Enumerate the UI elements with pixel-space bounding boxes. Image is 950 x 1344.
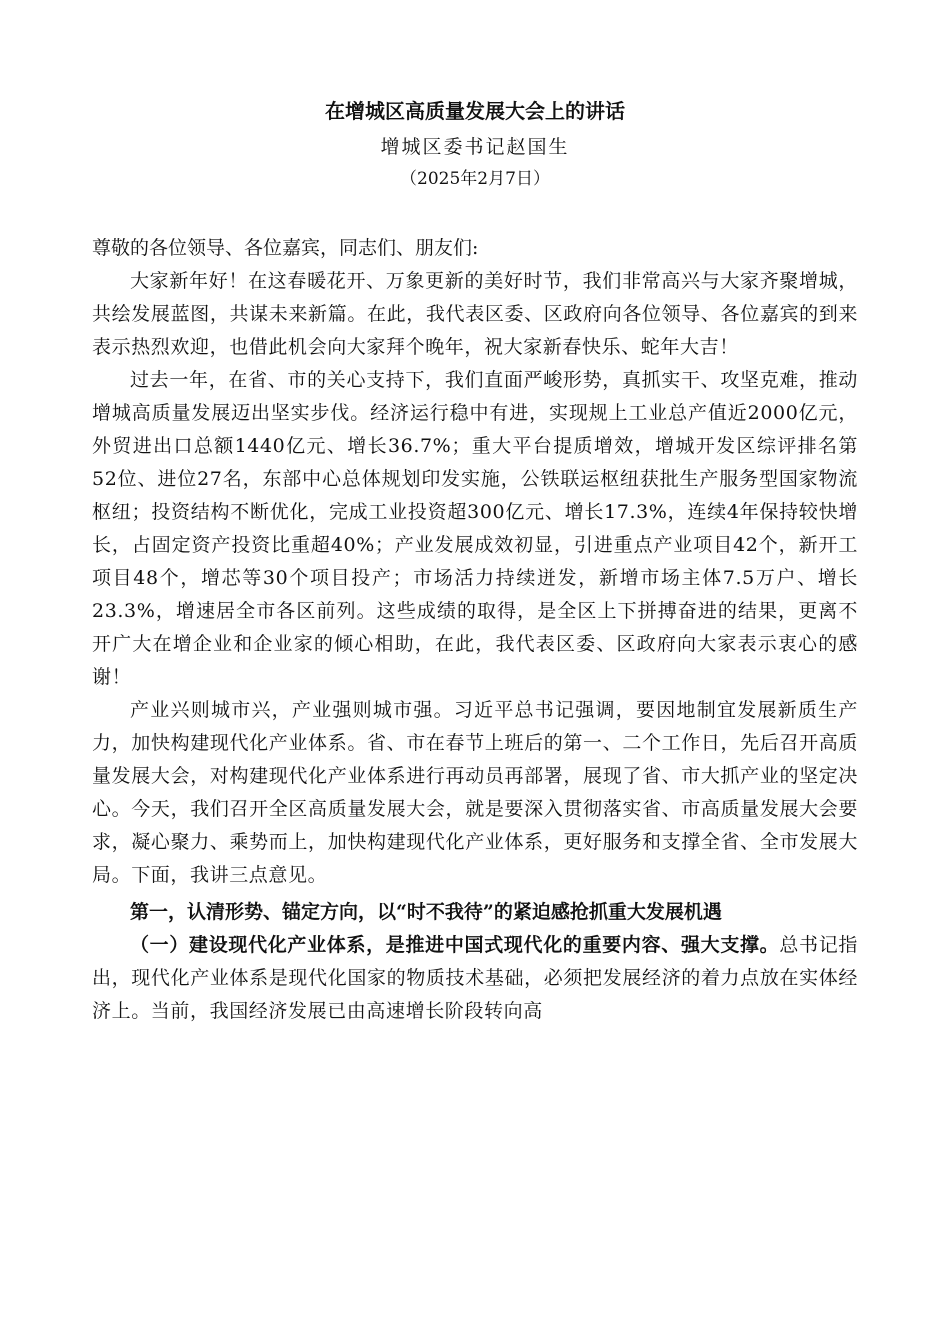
paragraph-review: 过去一年，在省、市的关心支持下，我们直面严峻形势，真抓实干、攻坚克难，推动增城高质量发展迈出坚实步伐。经济运行稳中有进，实现规上工业总产值近2000亿元，外贸进出口总额1440亿元、增长36.7%；重大平台提质增效，增城开发区综评排名第52位、进位27名，东部中心总体规划印发实施，公铁联运枢纽获批生产服务型国家物流枢纽；投资结构不断优化，完成工业投资超300亿元、增长17.3%，连续4年保持较快增长，占固定资产投资比重超40%；产业发展成效初显，引进重点产业项目42个，新开工项目48个，增芯等30个项目投产；市场活力持续迸发，新增市场主体7.5万户、增长23.3%，增速居全市各区前列。这些成绩的取得，是全区上下拼搏奋进的结果，更离不开广大在增企业和企业家的倾心相助，在此，我代表区委、区政府向大家表示衷心的感谢！: [92, 369, 858, 688]
document-title: 在增城区高质量发展大会上的讲话: [325, 99, 625, 123]
subsection-paragraph: [92, 929, 858, 1028]
section-heading-first: 第一，认清形势、锚定方向，以“时不我待”的紧迫感抢抓重大发展机遇: [130, 901, 722, 923]
salutation: 尊敬的各位领导、各位嘉宾，同志们、朋友们:: [92, 237, 479, 259]
document-page: [92, 96, 858, 1028]
paragraph-greeting: 大家新年好！在这春暖花开、万象更新的美好时节，我们非常高兴与大家齐聚增城，共绘发展蓝图，共谋未来新篇。在此，我代表区委、区政府向各位领导、各位嘉宾的到来表示热烈欢迎，也借此机会向大家拜个晚年，祝大家新春快乐、蛇年大吉！: [92, 270, 858, 358]
document-author: 增城区委书记赵国生: [380, 136, 570, 158]
subsection-lead: （一）建设现代化产业体系，是推进中国式现代化的重要内容、强大支撑。: [130, 934, 780, 956]
paragraph-purpose: 产业兴则城市兴，产业强则城市强。习近平总书记强调，要因地制宜发展新质生产力，加快构建现代化产业体系。省、市在春节上班后的第一、二个工作日，先后召开高质量发展大会，对构建现代化产业体系进行再动员再部署，展现了省、市大抓产业的坚定决心。今天，我们召开全区高质量发展大会，就是要深入贯彻落实省、市高质量发展大会要求，凝心聚力、乘势而上，加快构建现代化产业体系，更好服务和支撑全省、全市发展大局。下面，我讲三点意见。: [92, 699, 858, 886]
document-date: （2025年2月7日）: [400, 169, 550, 189]
subsection-text: 总书记指出，现代化产业体系是现代化国家的物质技术基础，必须把发展经济的着力点放在实体经济上。当前，我国经济发展已由高速增长阶段转向高: [92, 934, 858, 1022]
